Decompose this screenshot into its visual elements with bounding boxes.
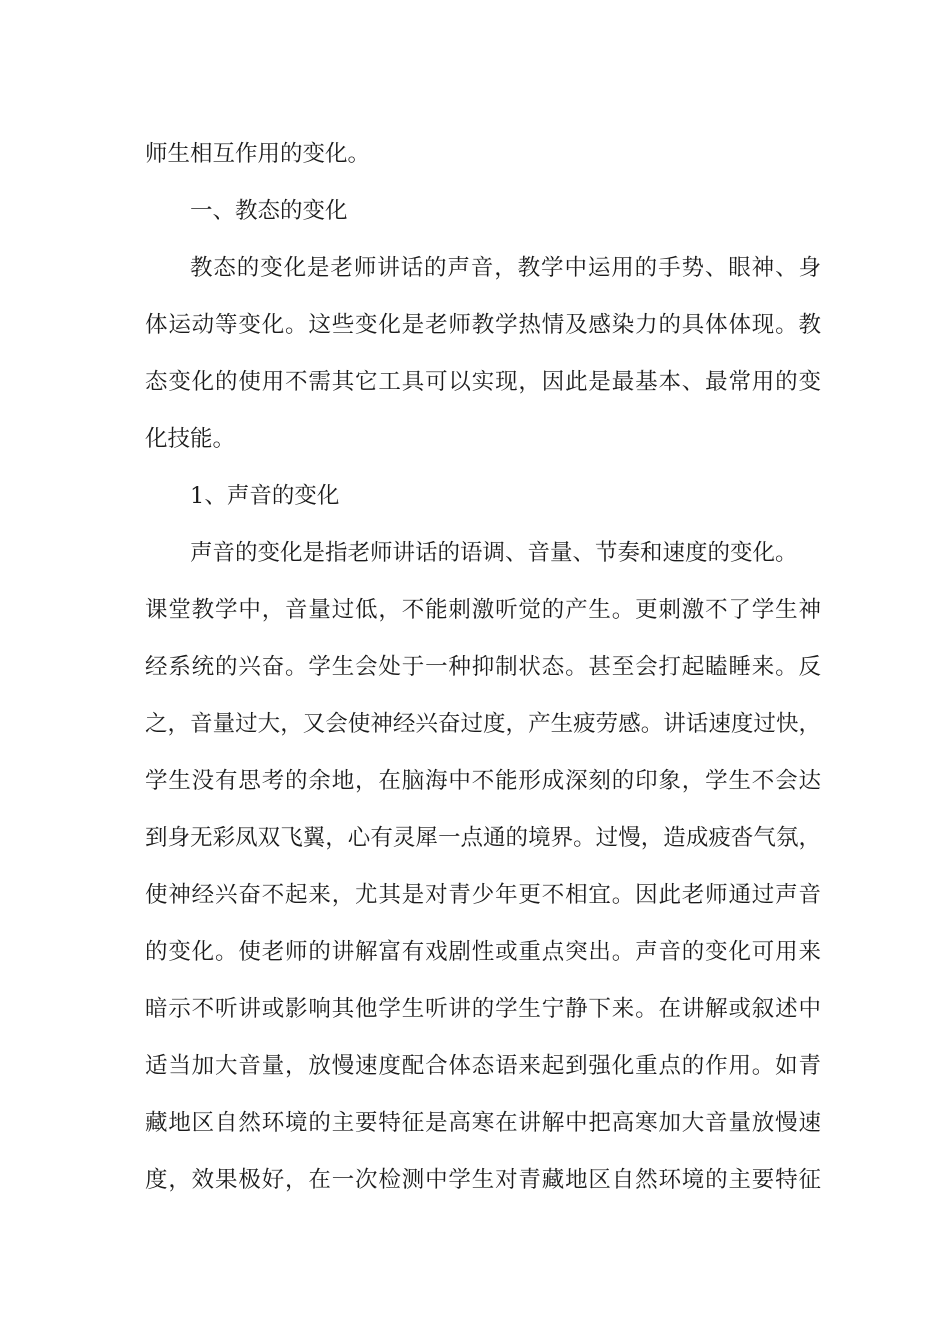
section-heading: 一、教态的变化	[190, 198, 348, 224]
paragraph-line: 态变化的使用不需其它工具可以实现，因此是最基本、最常用的变	[145, 369, 821, 395]
paragraph-line: 的变化。使老师的讲解富有戏剧性或重点突出。声音的变化可用来	[145, 939, 821, 965]
paragraph-line: 适当加大音量，放慢速度配合体态语来起到强化重点的作用。如青	[145, 1053, 821, 1079]
paragraph-line: 使神经兴奋不起来，尤其是对青少年更不相宜。因此老师通过声音	[145, 882, 821, 908]
paragraph-line: 声音的变化是指老师讲话的语调、音量、节奏和速度的变化。	[190, 540, 798, 566]
paragraph-line-last: 化技能。	[145, 426, 236, 452]
paragraph-line: 体运动等变化。这些变化是老师教学热情及感染力的具体体现。教	[145, 312, 821, 338]
paragraph-line: 之，音量过大，又会使神经兴奋过度，产生疲劳感。讲话速度过快，	[145, 711, 821, 737]
paragraph-line: 教态的变化是老师讲话的声音，教学中运用的手势、眼神、身	[190, 255, 821, 281]
subsection-heading: 1、声音的变化	[190, 483, 340, 509]
paragraph-line: 暗示不听讲或影响其他学生听讲的学生宁静下来。在讲解或叙述中	[145, 996, 821, 1022]
paragraph-line: 学生没有思考的余地，在脑海中不能形成深刻的印象，学生不会达	[145, 768, 821, 794]
paragraph-line: 课堂教学中，音量过低，不能刺激听觉的产生。更刺激不了学生神	[145, 597, 821, 623]
paragraph-line: 藏地区自然环境的主要特征是高寒在讲解中把高寒加大音量放慢速	[145, 1110, 821, 1136]
paragraph-line: 经系统的兴奋。学生会处于一种抑制状态。甚至会打起瞌睡来。反	[145, 654, 821, 680]
paragraph-line: 度，效果极好，在一次检测中学生对青藏地区自然环境的主要特征	[145, 1167, 821, 1193]
paragraph-line: 到身无彩凤双飞翼，心有灵犀一点通的境界。过慢，造成疲沓气氛，	[145, 825, 821, 851]
paragraph-line-continuation: 师生相互作用的变化。	[145, 141, 371, 167]
body-text	[145, 126, 821, 1209]
